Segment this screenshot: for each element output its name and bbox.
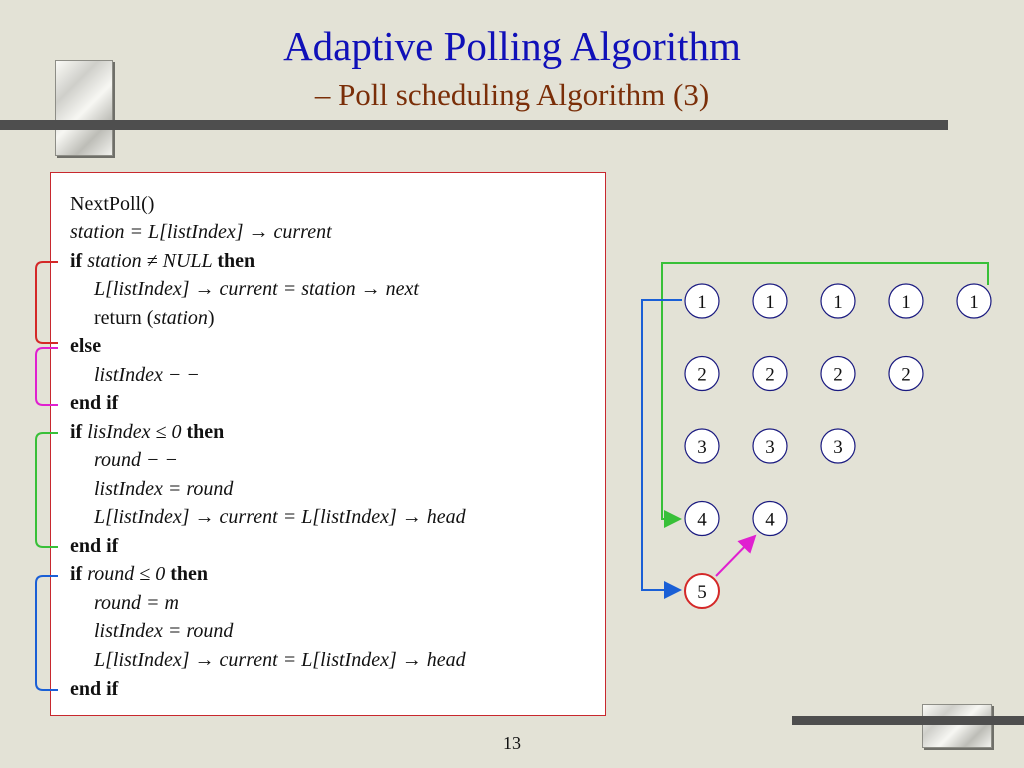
magenta-arrow bbox=[716, 536, 755, 576]
node-label: 4 bbox=[697, 509, 707, 531]
node-label: 4 bbox=[765, 509, 775, 531]
code-line-4: L[listIndex] → current = station → next bbox=[94, 278, 419, 300]
node-label: 3 bbox=[765, 437, 775, 458]
slide-subtitle: – Poll scheduling Algorithm (3) bbox=[314, 77, 710, 112]
code-line-13: end if bbox=[70, 535, 119, 557]
bracket-red bbox=[36, 262, 58, 343]
node-label: 2 bbox=[765, 364, 775, 386]
node-label: 2 bbox=[697, 364, 707, 386]
code-line-7: listIndex − − bbox=[94, 364, 200, 386]
page-number: 13 bbox=[503, 733, 521, 753]
node-label: 2 bbox=[833, 364, 843, 386]
slide-title: Adaptive Polling Algorithm bbox=[283, 23, 741, 69]
code-line-14: if round ≤ 0 then bbox=[70, 563, 209, 585]
code-line-9: if lisIndex ≤ 0 then bbox=[70, 421, 225, 443]
node-label: 1 bbox=[901, 292, 911, 313]
node-label: 3 bbox=[697, 437, 707, 458]
node-label: 2 bbox=[901, 364, 911, 386]
node-label: 3 bbox=[833, 437, 843, 458]
bracket-blue bbox=[36, 576, 58, 690]
node-label: 1 bbox=[969, 292, 979, 313]
code-line-8: end if bbox=[70, 392, 119, 414]
code-line-1: NextPoll() bbox=[70, 193, 155, 215]
footer-bar bbox=[792, 716, 1024, 725]
code-line-11: listIndex = round bbox=[94, 478, 234, 500]
code-line-17: L[listIndex] → current = L[listIndex] → head bbox=[94, 649, 466, 671]
code-line-12: L[listIndex] → current = L[listIndex] → head bbox=[94, 506, 466, 528]
code-line-5: return (station) bbox=[94, 307, 215, 329]
code-line-3: if station ≠ NULL then bbox=[70, 250, 256, 272]
bracket-magenta bbox=[36, 348, 58, 405]
code-line-6: else bbox=[70, 335, 102, 357]
code-line-18: end if bbox=[70, 678, 119, 700]
code-line-16: listIndex = round bbox=[94, 620, 234, 642]
node-label: 1 bbox=[697, 292, 707, 313]
node-label: 5 bbox=[697, 582, 707, 603]
code-line-10: round − − bbox=[94, 449, 179, 471]
code-line-2: station = L[listIndex] → current bbox=[70, 221, 332, 243]
code-line-15: round = m bbox=[94, 592, 179, 614]
bracket-green bbox=[36, 433, 58, 547]
node-label: 1 bbox=[833, 292, 843, 313]
node-label: 1 bbox=[765, 292, 775, 313]
